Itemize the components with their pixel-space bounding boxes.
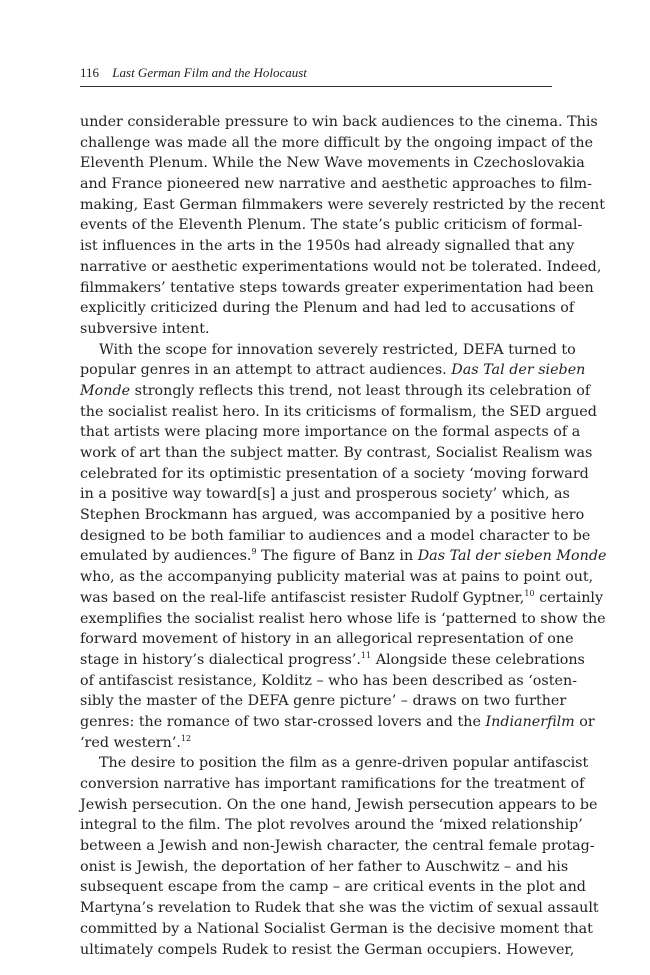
text-line bbox=[80, 774, 585, 795]
text-line bbox=[80, 567, 594, 588]
text-line bbox=[80, 340, 576, 361]
page-number: 116 bbox=[80, 65, 100, 80]
text-line bbox=[80, 236, 575, 257]
text-segment: who, as the accompanying publicity material was at pains to point out, bbox=[80, 569, 594, 586]
text-line bbox=[80, 526, 591, 547]
text-line bbox=[80, 195, 605, 216]
text-line bbox=[80, 940, 575, 961]
text-segment: committed by a National Socialist German is the decisive moment that bbox=[80, 920, 593, 937]
text-line bbox=[80, 898, 599, 919]
text-segment: that artists were placing more importance on the formal aspects of a bbox=[80, 424, 581, 441]
text-line bbox=[80, 712, 595, 733]
text-line bbox=[80, 319, 552, 340]
text-segment: Eleventh Plenum. While the New Wave movements in Czechoslovakia bbox=[80, 155, 585, 172]
italic-text: Indianerfilm bbox=[485, 713, 575, 730]
running-head bbox=[80, 64, 552, 82]
text-segment: onist is Jewish, the deportation of her father to Auschwitz – and his bbox=[80, 858, 569, 875]
text-line bbox=[80, 484, 570, 505]
text-segment: was based on the real-life antifascist resister Rudolf Gyptner, bbox=[80, 589, 525, 606]
text-line bbox=[80, 650, 585, 671]
text-line bbox=[80, 133, 594, 154]
text-segment: or bbox=[574, 713, 595, 730]
text-segment: work of art than the subject matter. By contrast, Socialist Realism was bbox=[80, 445, 593, 461]
text-line bbox=[80, 257, 602, 278]
text-segment: stage in history’s dialectical progress’. bbox=[80, 651, 361, 668]
text-line bbox=[80, 174, 592, 195]
text-segment: strongly reflects this trend, not least through its celebration of bbox=[130, 382, 591, 399]
footnote-marker: 10 bbox=[524, 588, 535, 598]
text-line bbox=[80, 671, 577, 692]
text-segment: subversive intent. bbox=[80, 320, 210, 337]
text-line bbox=[80, 215, 583, 236]
text-segment: Stephen Brockmann has argued, was accompanied by a positive hero bbox=[80, 507, 585, 524]
text-line bbox=[80, 381, 591, 402]
text-segment: ‘red western’. bbox=[80, 734, 181, 751]
text-line bbox=[80, 609, 606, 630]
body-text bbox=[80, 112, 607, 960]
text-segment: The figure of Banz in bbox=[256, 548, 418, 565]
text-segment: of antifascist resistance, Kolditz – who has been described as ‘osten- bbox=[80, 672, 577, 689]
text-segment: forward movement of history in an allegorical representation of one bbox=[80, 631, 574, 648]
text-segment: integral to the film. The plot revolves around the ‘mixed relationship’ bbox=[80, 817, 583, 834]
text-segment: exemplifies the socialist realist hero whose life is ‘patterned to show the bbox=[80, 610, 606, 627]
text-line bbox=[80, 422, 581, 443]
text-line bbox=[80, 360, 586, 381]
italic-text: Das Tal der sieben Monde bbox=[417, 548, 607, 565]
footnote-marker: 9 bbox=[251, 547, 257, 557]
text-segment: conversion narrative has important ramifications for the treatment of bbox=[80, 776, 585, 792]
text-line bbox=[80, 443, 593, 464]
italic-text: Das Tal der sieben bbox=[451, 362, 586, 379]
text-segment: subsequent escape from the camp – are critical events in the plot and bbox=[80, 879, 586, 896]
text-segment: between a Jewish and non-Jewish character, the central female protag- bbox=[80, 838, 595, 855]
text-segment: narrative or aesthetic experimentations would not be tolerated. Indeed, bbox=[80, 258, 602, 275]
text-segment: events of the Eleventh Plenum. The state’s public criticism of formal- bbox=[80, 217, 583, 234]
text-line bbox=[80, 546, 607, 567]
text-line bbox=[80, 629, 574, 650]
text-line bbox=[80, 464, 589, 485]
text-segment: under considerable pressure to win back audiences to the cinema. This bbox=[80, 114, 598, 130]
text-segment: the socialist realist hero. In its criticisms of formalism, the SED argued bbox=[80, 403, 597, 420]
text-line bbox=[80, 836, 595, 857]
text-line bbox=[80, 691, 567, 712]
text-segment: challenge was made all the more difficult by the ongoing impact of the bbox=[80, 134, 594, 151]
text-segment: popular genres in an attempt to attract audiences. bbox=[80, 362, 452, 379]
text-segment: genres: the romance of two star-crossed lovers and the bbox=[80, 713, 486, 730]
text-segment: in a positive way toward[s] a just and prosperous society’ which, as bbox=[80, 486, 570, 503]
text-line bbox=[80, 112, 598, 133]
text-segment: Martyna’s revelation to Rudek that she was the victim of sexual assault bbox=[80, 900, 599, 917]
text-line bbox=[80, 153, 585, 174]
text-segment: explicitly criticized during the Plenum and had led to accusations of bbox=[80, 300, 575, 317]
text-segment: emulated by audiences. bbox=[80, 548, 252, 565]
footnote-marker: 12 bbox=[180, 733, 192, 743]
text-segment: celebrated for its optimistic presentation of a society ‘moving forward bbox=[80, 465, 589, 482]
footnote-marker: 11 bbox=[360, 650, 372, 660]
italic-text: Monde bbox=[80, 382, 131, 399]
text-line bbox=[80, 402, 597, 423]
text-segment: sibly the master of the DEFA genre picture’ – draws on two further bbox=[80, 693, 567, 710]
text-segment: Alongside these celebrations bbox=[371, 651, 585, 668]
text-line bbox=[80, 298, 575, 319]
text-segment: The desire to position the film as a genre-driven popular antifascist bbox=[99, 755, 589, 772]
text-segment: certainly bbox=[534, 589, 604, 606]
text-segment: With the scope for innovation severely restricted, DEFA turned to bbox=[99, 341, 576, 358]
text-segment: making, East German filmmakers were severely restricted by the recent bbox=[80, 196, 605, 213]
text-line bbox=[80, 278, 594, 299]
text-line bbox=[80, 815, 583, 836]
text-line bbox=[80, 505, 585, 526]
header-rule bbox=[80, 86, 552, 87]
text-segment: Jewish persecution. On the one hand, Jewish persecution appears to be bbox=[80, 796, 598, 813]
text-line bbox=[80, 795, 598, 816]
text-segment: filmmakers’ tentative steps towards greater experimentation had been bbox=[80, 279, 594, 296]
book-title: Last German Film and the Holocaust bbox=[112, 65, 307, 80]
text-segment: ultimately compels Rudek to resist the German occupiers. However, bbox=[80, 941, 575, 958]
text-segment: designed to be both familiar to audiences and a model character to be bbox=[80, 527, 591, 544]
text-line bbox=[80, 919, 593, 940]
text-segment: and France pioneered new narrative and aesthetic approaches to film- bbox=[80, 176, 592, 193]
text-line bbox=[80, 877, 586, 898]
text-line bbox=[80, 753, 589, 774]
text-line bbox=[80, 857, 569, 878]
text-line bbox=[80, 733, 552, 754]
text-segment: ist influences in the arts in the 1950s had already signalled that any bbox=[80, 238, 575, 255]
text-line bbox=[80, 588, 604, 609]
